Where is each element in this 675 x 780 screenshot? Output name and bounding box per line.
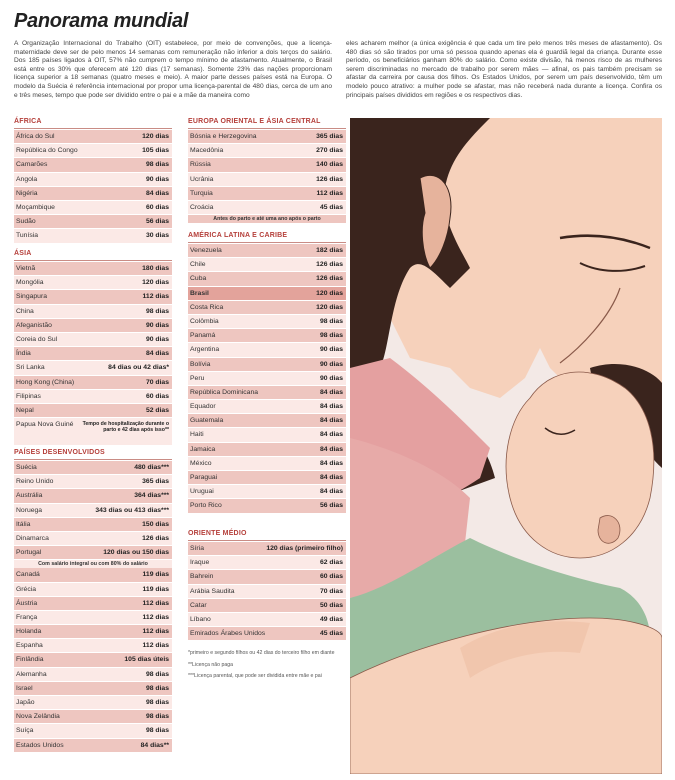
table-row xyxy=(188,244,346,258)
table-row xyxy=(14,158,172,172)
region-title: ORIENTE MÉDIO xyxy=(188,529,346,541)
intro-text-right: eles acharem melhor (a única exigência é que cada um tire pelo menos três meses de afastamento). Os 480 dias só são tirados por uma só pessoa quando apenas ela é guardiã legal da criança. Durante esse período, os beneficiários ganham 80% do salário. Como existe divisão, há menos risco de as mulheres serem discriminadas no mercado de trabalho por serem mães — afinal, os pais também precisam se afastar da carreira por causa dos filhos. Os Estados Unidos, por serem um país desenvolvido, têm um modelo pouco atrativo: a mulher pode se afastar, mas não receberá nada durante a licença. Confira os principais países divididos em regiões e os respectivos dias. xyxy=(346,40,662,99)
leave-days: 126 dias xyxy=(316,175,343,183)
country-name: Venezuela xyxy=(190,247,222,254)
leave-days: 480 dias*** xyxy=(134,464,169,471)
table-row xyxy=(14,390,172,404)
country-name: Angola xyxy=(16,175,38,183)
table-row xyxy=(188,187,346,201)
country-name: Equador xyxy=(190,403,216,411)
table-row xyxy=(14,611,172,625)
country-name: Líbano xyxy=(190,615,211,623)
table-row xyxy=(14,376,172,390)
region-title: AMÉRICA LATINA E CARIBE xyxy=(188,231,346,243)
country-name: México xyxy=(190,459,212,467)
leave-days: 84 dias xyxy=(319,445,343,453)
leave-days: 98 dias xyxy=(145,727,169,735)
leave-days: 70 dias xyxy=(319,587,343,595)
table-row xyxy=(188,443,346,457)
country-name: Porto Rico xyxy=(190,502,222,510)
leave-days: 112 dias xyxy=(142,613,169,621)
country-name: Bolívia xyxy=(190,360,211,368)
table-row xyxy=(188,158,346,172)
country-name: Jamaica xyxy=(190,445,216,453)
leave-days: 90 dias xyxy=(145,175,169,183)
table-row xyxy=(14,305,172,319)
country-name: Peru xyxy=(190,374,205,382)
country-name: Alemanha xyxy=(16,670,47,678)
region-latin-america xyxy=(188,231,346,514)
leave-days: 120 dias xyxy=(316,289,343,297)
country-name: Austrália xyxy=(16,492,43,500)
footnote: **Licença não paga xyxy=(188,661,233,668)
region-developed xyxy=(14,448,172,753)
table-row xyxy=(188,485,346,499)
footnote: *primeiro e segundo filhos ou 42 dias do terceiro filho em diante xyxy=(188,650,335,656)
country-name: Turquia xyxy=(190,189,213,197)
table-row xyxy=(188,201,346,215)
country-name: Estados Unidos xyxy=(16,741,64,749)
table-row xyxy=(188,272,346,286)
country-name: Hong Kong (China) xyxy=(16,378,75,386)
leave-days: 84 dias ou 42 dias* xyxy=(108,364,169,372)
country-name: Índia xyxy=(16,350,31,358)
leave-days: 120 dias xyxy=(142,279,169,287)
region-title: ÁFRICA xyxy=(14,117,172,129)
table-row xyxy=(14,475,172,489)
leave-days: 120 dias xyxy=(316,303,343,311)
leave-days: 112 dias xyxy=(142,628,169,636)
country-name: Finlândia xyxy=(16,656,44,664)
mother-kissing-baby-illustration xyxy=(350,118,662,774)
leave-days: 365 dias xyxy=(316,133,343,140)
region-middle-east xyxy=(188,529,346,641)
leave-days: 49 dias xyxy=(319,615,343,623)
country-name: Suécia xyxy=(16,464,37,471)
table-row xyxy=(14,696,172,710)
country-name: Camarões xyxy=(16,161,48,169)
leave-days: 62 dias xyxy=(319,559,343,567)
country-name: Áustria xyxy=(16,599,38,607)
page-title: Panorama mundial xyxy=(14,10,189,32)
leave-days: 98 dias xyxy=(145,699,169,706)
region-rows xyxy=(188,244,346,514)
leave-days: 112 dias xyxy=(142,642,169,650)
country-name: França xyxy=(16,613,38,621)
leave-days: 105 dias xyxy=(142,147,169,155)
table-row xyxy=(188,386,346,400)
table-row xyxy=(14,668,172,682)
country-name: Panamá xyxy=(190,332,216,340)
leave-days: 119 dias xyxy=(142,571,169,579)
leave-days: 98 dias xyxy=(319,317,343,325)
leave-days: 126 dias xyxy=(142,534,169,542)
region-title: EUROPA ORIENTAL E ÁSIA CENTRAL xyxy=(188,117,346,129)
table-row xyxy=(188,570,346,584)
country-name: Tunísia xyxy=(16,232,39,240)
leave-days: 120 dias (primeiro filho) xyxy=(266,545,343,552)
leave-days: 84 dias xyxy=(145,189,169,197)
country-name: Afeganistão xyxy=(16,321,52,329)
table-row xyxy=(14,739,172,753)
country-name: Cuba xyxy=(190,275,207,283)
country-name: República Dominicana xyxy=(190,388,259,396)
leave-days: 84 dias xyxy=(319,459,343,467)
table-row xyxy=(14,276,172,290)
table-row xyxy=(188,372,346,386)
country-name: Singapura xyxy=(16,293,47,301)
leave-days: 45 dias xyxy=(319,630,343,638)
leave-days: 126 dias xyxy=(316,261,343,269)
footnote: ***Licença parental, que pode ser dividida entre mãe e pai xyxy=(188,673,322,679)
table-row xyxy=(188,287,346,301)
leave-days: 84 dias xyxy=(319,431,343,439)
leave-days: 182 dias xyxy=(316,247,343,254)
leave-days: 126 dias xyxy=(316,275,343,283)
leave-days: 112 dias xyxy=(316,189,343,197)
leave-days: 52 dias xyxy=(145,406,169,414)
region-rows xyxy=(188,130,346,223)
leave-days: 90 dias xyxy=(145,321,169,329)
table-row xyxy=(14,418,172,446)
leave-days: 56 dias xyxy=(319,502,343,510)
leave-days: 60 dias xyxy=(145,203,169,211)
table-row xyxy=(14,347,172,361)
table-row xyxy=(188,542,346,556)
table-row xyxy=(14,710,172,724)
table-row xyxy=(188,585,346,599)
row-note: Com salário integral ou com 80% do salário xyxy=(14,560,172,568)
region-rows xyxy=(14,461,172,753)
table-row xyxy=(14,583,172,597)
table-row xyxy=(14,361,172,375)
country-name: Bósnia e Herzegovina xyxy=(190,133,257,140)
leave-days: 50 dias xyxy=(319,601,343,609)
leave-days: 98 dias xyxy=(145,307,169,315)
table-row xyxy=(188,499,346,513)
country-name: Holanda xyxy=(16,628,42,636)
region-rows xyxy=(14,130,172,244)
leave-days: 140 dias xyxy=(316,161,343,169)
leave-days: 98 dias xyxy=(145,670,169,678)
country-name: Argentina xyxy=(190,346,220,354)
country-name: Guatemala xyxy=(190,417,224,425)
table-row xyxy=(188,144,346,158)
country-name: Portugal xyxy=(16,549,42,557)
leave-days: 90 dias xyxy=(145,335,169,343)
leave-days: 84 dias xyxy=(319,388,343,396)
leave-days: 112 dias xyxy=(142,293,169,301)
table-row xyxy=(14,130,172,144)
table-row xyxy=(14,229,172,243)
leave-days: 119 dias xyxy=(142,585,169,593)
leave-days: 120 dias xyxy=(142,133,169,140)
region-rows xyxy=(14,262,172,446)
baby-ear xyxy=(598,516,620,544)
country-name: Colômbia xyxy=(190,317,219,325)
table-row xyxy=(188,471,346,485)
table-row xyxy=(14,597,172,611)
table-row xyxy=(14,215,172,229)
country-name: Coreia do Sul xyxy=(16,335,58,343)
leave-days: 120 dias ou 150 dias xyxy=(103,549,169,557)
table-row xyxy=(188,173,346,187)
leave-days: 84 dias xyxy=(319,488,343,496)
country-name: Rússia xyxy=(190,161,211,169)
leave-days: 180 dias xyxy=(142,265,169,272)
region-africa xyxy=(14,117,172,244)
table-row xyxy=(188,428,346,442)
leave-days: 90 dias xyxy=(319,346,343,354)
leave-days: 343 dias ou 413 dias*** xyxy=(95,506,169,514)
table-row xyxy=(14,144,172,158)
table-row xyxy=(14,333,172,347)
leave-days: 84 dias** xyxy=(140,741,169,749)
table-row xyxy=(14,187,172,201)
country-name: Mongólia xyxy=(16,279,44,287)
table-row xyxy=(14,319,172,333)
table-row xyxy=(14,173,172,187)
country-name: Itália xyxy=(16,520,31,528)
country-name: Emirados Árabes Unidos xyxy=(190,630,266,638)
leave-days: 98 dias xyxy=(319,332,343,340)
table-row xyxy=(14,404,172,418)
region-title: ÁSIA xyxy=(14,249,172,261)
table-row xyxy=(14,639,172,653)
leave-days: 60 dias xyxy=(319,573,343,581)
country-name: Noruega xyxy=(16,506,43,514)
table-row xyxy=(188,414,346,428)
leave-days: 90 dias xyxy=(319,360,343,368)
country-name: China xyxy=(16,307,34,315)
row-note: Antes do parto e até uma ano após o parto xyxy=(188,215,346,223)
table-row xyxy=(14,290,172,304)
table-row xyxy=(14,262,172,276)
baby-face xyxy=(506,372,654,558)
country-name: Nepal xyxy=(16,406,34,414)
leave-days: 112 dias xyxy=(142,599,169,607)
leave-days: 150 dias xyxy=(142,520,169,528)
table-row xyxy=(188,457,346,471)
leave-days: 90 dias xyxy=(319,374,343,382)
leave-days: Tempo de hospitalização durante o parto e 42 dias após isso** xyxy=(82,421,169,434)
table-row xyxy=(14,518,172,532)
table-row xyxy=(188,130,346,144)
country-name: Canadá xyxy=(16,571,40,579)
table-row xyxy=(14,568,172,582)
footnotes xyxy=(188,650,338,685)
table-row xyxy=(188,556,346,570)
country-name: Dinamarca xyxy=(16,534,49,542)
table-row xyxy=(14,682,172,696)
table-row xyxy=(188,599,346,613)
leave-days: 98 dias xyxy=(145,684,169,692)
region-europe-central-asia xyxy=(188,117,346,223)
region-rows xyxy=(188,542,346,641)
leave-days: 45 dias xyxy=(319,203,343,211)
table-row xyxy=(188,343,346,357)
leave-days: 84 dias xyxy=(145,350,169,358)
country-name: Nova Zelândia xyxy=(16,713,60,721)
country-name: Filipinas xyxy=(16,392,41,400)
region-asia xyxy=(14,249,172,446)
country-name: Brasil xyxy=(190,289,209,297)
table-row xyxy=(188,358,346,372)
country-name: Síria xyxy=(190,545,204,552)
country-name: Grécia xyxy=(16,585,37,593)
country-name: Papua Nova Guiné xyxy=(16,421,74,429)
country-name: Chile xyxy=(190,261,206,269)
leave-days: 84 dias xyxy=(319,403,343,411)
country-name: Iraque xyxy=(190,559,210,567)
table-row xyxy=(188,613,346,627)
table-row xyxy=(14,201,172,215)
leave-days: 105 dias úteis xyxy=(124,656,169,664)
country-name: Arábia Saudita xyxy=(190,587,235,595)
table-row xyxy=(14,489,172,503)
intro-text-left: A Organização Internacional do Trabalho (OIT) estabelece, por meio de convenções, que a licença-maternidade deve ser de pelo menos 14 semanas com remuneração não inferior a dois terços do salário. Dos 185 países ligados à OIT, 57% não cumprem o tempo mínimo de afastamento. Atualmente, o Brasil está entre os 30% que oferecem até 120 dias (17 semanas). Somente 23% das nações proporcionam licença superior a 18 semanas (quatro meses e meio). A maior parte desses países está na Europa. O modelo da Suécia é referência internacional por propor uma licença-parental de 480 dias, cerca de um ano e três meses, tempo que pode ser dividido entre o pai e a mãe da maneira como xyxy=(14,40,332,99)
country-name: Paraguai xyxy=(190,474,218,481)
country-name: Suíça xyxy=(16,727,34,735)
region-title: PAÍSES DESENVOLVIDOS xyxy=(14,448,172,460)
country-name: Croácia xyxy=(190,203,214,211)
country-name: África do Sul xyxy=(16,133,55,140)
leave-days: 30 dias xyxy=(145,232,169,240)
country-name: Uruguai xyxy=(190,488,214,496)
country-name: Catar xyxy=(190,601,207,609)
table-row xyxy=(14,461,172,475)
table-row xyxy=(188,315,346,329)
table-row xyxy=(188,258,346,272)
country-name: Ucrânia xyxy=(190,175,214,183)
leave-days: 270 dias xyxy=(316,147,343,155)
country-name: Nigéria xyxy=(16,189,38,197)
country-name: Sudão xyxy=(16,218,36,226)
leave-days: 84 dias xyxy=(319,474,343,481)
leave-days: 365 dias xyxy=(142,478,169,486)
country-name: Costa Rica xyxy=(190,303,224,311)
table-row xyxy=(14,653,172,667)
table-row xyxy=(188,329,346,343)
table-row xyxy=(188,301,346,315)
leave-days: 364 dias*** xyxy=(134,492,169,500)
table-row xyxy=(14,504,172,518)
table-row xyxy=(14,724,172,738)
table-row xyxy=(14,625,172,639)
leave-days: 60 dias xyxy=(145,392,169,400)
country-name: Macedônia xyxy=(190,147,224,155)
country-name: Japão xyxy=(16,699,35,706)
leave-days: 70 dias xyxy=(145,378,169,386)
country-name: Reino Unido xyxy=(16,478,54,486)
country-name: Sri Lanka xyxy=(16,364,45,372)
table-row xyxy=(14,546,172,560)
country-name: Vietnã xyxy=(16,265,36,272)
country-name: Moçambique xyxy=(16,203,55,211)
table-row xyxy=(188,627,346,641)
country-name: Israel xyxy=(16,684,33,692)
country-name: Espanha xyxy=(16,642,43,650)
table-row xyxy=(14,532,172,546)
leave-days: 56 dias xyxy=(145,218,169,226)
country-name: Haiti xyxy=(190,431,204,439)
table-row xyxy=(188,400,346,414)
leave-days: 98 dias xyxy=(145,161,169,169)
country-name: Bahrein xyxy=(190,573,214,581)
leave-days: 98 dias xyxy=(145,713,169,721)
country-name: República do Congo xyxy=(16,147,78,155)
leave-days: 84 dias xyxy=(319,417,343,425)
